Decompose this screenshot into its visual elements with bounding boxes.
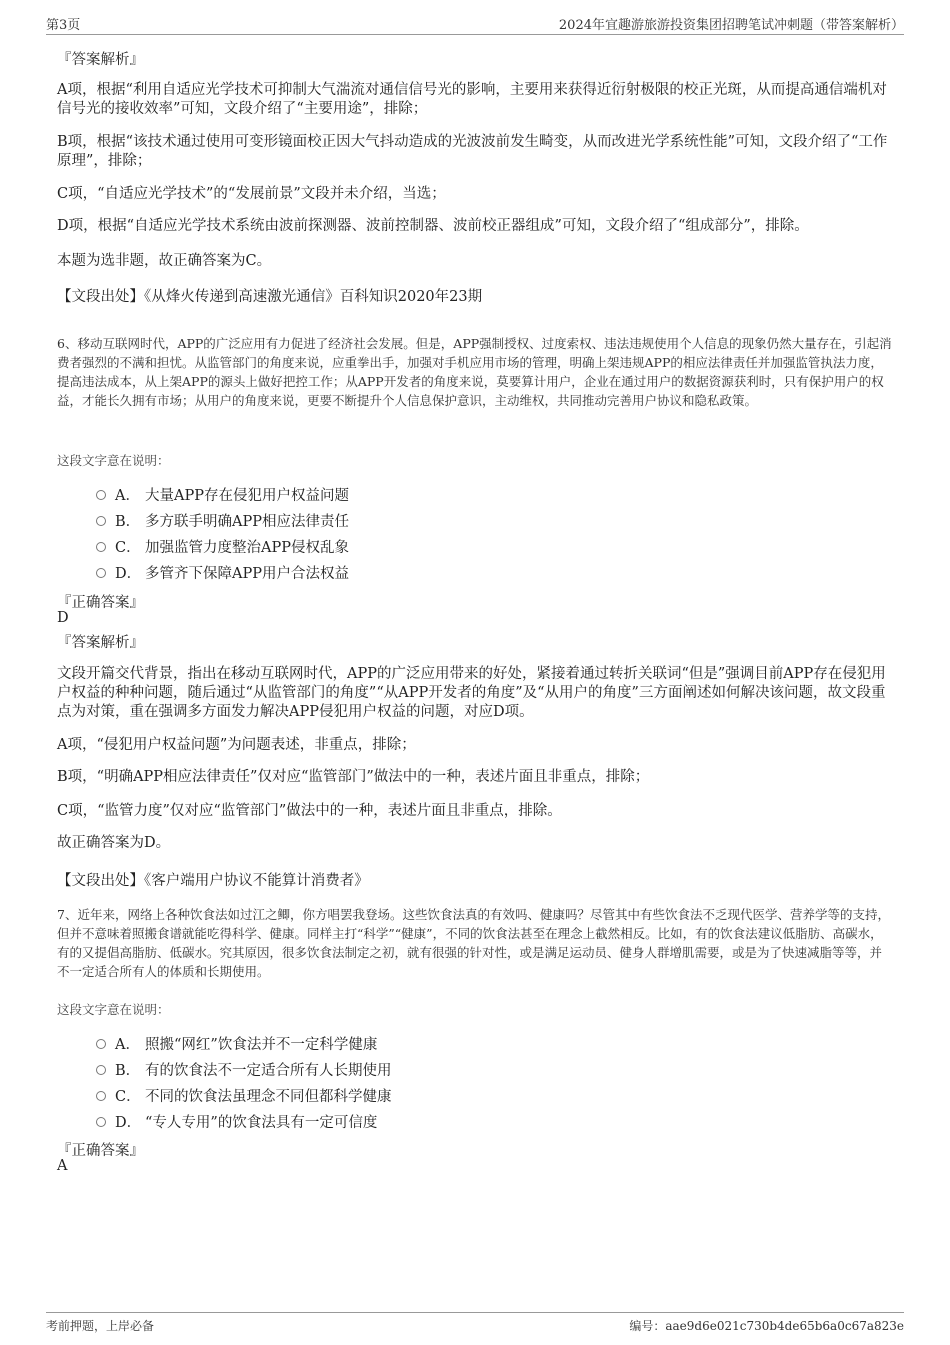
q7-option-a[interactable]: A． 照搬“网红”饮食法并不一定科学健康 — [96, 1033, 696, 1053]
q6-conclusion: 故正确答案为D。 — [57, 835, 171, 851]
q6-analysis-b: B项，“明确APP相应法律责任”仅对应“监管部门”做法中的一种，表述片面且非重点，排除； — [57, 769, 650, 785]
radio-button[interactable] — [96, 1039, 106, 1049]
radio-button[interactable] — [96, 490, 106, 500]
q5-source: 【文段出处】《从烽火传递到高速激光通信》百科知识2020年23期 — [57, 289, 483, 305]
q6-option-d[interactable]: D． 多管齐下保障APP用户合法权益 — [96, 562, 696, 582]
q6-answer-label: 『正确答案』 — [57, 595, 144, 611]
q6-option-a[interactable]: A． 大量APP存在侵犯用户权益问题 — [96, 484, 696, 504]
q5-analysis-c: C项，“自适应光学技术”的“发展前景”文段并未介绍，当选； — [57, 186, 446, 202]
q6-analysis-label: 『答案解析』 — [57, 635, 144, 651]
document-id: 编号：aae9d6e021c730b4de65b6a0c67a823e — [629, 1319, 904, 1333]
q6-option-c[interactable]: C． 加强监管力度整治APP侵权乱象 — [96, 536, 696, 556]
q6-source: 【文段出处】《客户端用户协议不能算计消费者》 — [57, 873, 369, 889]
page-number: 第3页 — [46, 18, 81, 33]
q6-analysis-a: A项，“侵犯用户权益问题”为问题表述，非重点，排除； — [57, 737, 416, 753]
q7-answer-label: 『正确答案』 — [57, 1143, 144, 1159]
radio-button[interactable] — [96, 516, 106, 526]
q6-text: 6、移动互联网时代，APP的广泛应用有力促进了经济社会发展。但是，APP强制授权、过度索权、违法违规使用个人信息的现象仍然大量存在，引起消费者强烈的不满和担忧。从监管部门的角度来说，应重拳出手，加强对手机应用市场的管理，明确上架违规APP的相应法律责任并加强监管执法力度，提高违法成本，从上架APP的源头上做好把控工作；从APP开发者的角度来说，莫要算计用户，企业在通过用户的数据资源获利时，只有保护用户的权益，才能长久拥有市场；从用户的角度来说，更要不断提升个人信息保护意识，主动维权，共同推动完善用户协议和隐私政策。 — [57, 336, 892, 408]
q6-prompt: 这段文字意在说明： — [57, 453, 170, 468]
q6-answer: D — [57, 610, 69, 626]
q5-conclusion: 本题为选非题，故正确答案为C。 — [57, 253, 272, 269]
q7-option-d[interactable]: D． “专人专用”的饮食法具有一定可信度 — [96, 1111, 696, 1131]
page-header — [46, 12, 904, 35]
radio-button[interactable] — [96, 568, 106, 578]
document-title: 2024年宜趣游旅游投资集团招聘笔试冲刺题（带答案解析） — [558, 18, 904, 33]
radio-button[interactable] — [96, 1065, 106, 1075]
radio-button[interactable] — [96, 542, 106, 552]
q7-prompt: 这段文字意在说明： — [57, 1002, 170, 1017]
q6-analysis-c: C项，“监管力度”仅对应“监管部门”做法中的一种，表述片面且非重点，排除。 — [57, 803, 562, 819]
q6-analysis: 文段开篇交代背景，指出在移动互联网时代，APP的广泛应用带来的好处，紧接着通过转折关联词“但是”强调目前APP存在侵犯用户权益的种种问题，随后通过“从监管部门的角度”“从APP开发者的角度”及“从用户的角度”三方面阐述如何解决该问题，故文段重点为对策，重在强调多方面发力解决APP侵犯用户权益的问题，对应D项。 — [57, 666, 886, 720]
q7-text: 7、近年来，网络上各种饮食法如过江之鲫，你方唱罢我登场。这些饮食法真的有效吗、健康吗？尽管其中有些饮食法不乏现代医学、营养学等的支持，但并不意味着照搬食谱就能吃得科学、健康。同样主打“科学”“健康”，不同的饮食法甚至在理念上截然相反。比如，有的饮食法建议低脂肪、高碳水，有的又提倡高脂肪、低碳水。究其原因，很多饮食法制定之初，就有很强的针对性，或是满足运动员、健身人群增肌需要，或是为了快速减脂等等，并不一定适合所有人的体质和长期使用。 — [57, 907, 890, 979]
q5-analysis-label: 『答案解析』 — [57, 52, 144, 68]
page-footer — [46, 1312, 904, 1337]
radio-button[interactable] — [96, 1117, 106, 1127]
footer-slogan: 考前押题，上岸必备 — [46, 1319, 155, 1333]
q7-answer: A — [57, 1158, 68, 1174]
q5-analysis-d: D项，根据“自适应光学技术系统由波前探测器、波前控制器、波前校正器组成”可知，文段介绍了“组成部分”，排除。 — [57, 218, 809, 234]
radio-button[interactable] — [96, 1091, 106, 1101]
q7-option-c[interactable]: C． 不同的饮食法虽理念不同但都科学健康 — [96, 1085, 696, 1105]
q5-analysis-a: A项，根据“利用自适应光学技术可抑制大气湍流对通信信号光的影响，主要用来获得近衍射极限的校正光斑，从而提高通信端机对信号光的接收效率”可知，文段介绍了“主要用途”，排除； — [57, 82, 887, 117]
q6-option-b[interactable]: B． 多方联手明确APP相应法律责任 — [96, 510, 696, 530]
q7-option-b[interactable]: B． 有的饮食法不一定适合所有人长期使用 — [96, 1059, 696, 1079]
q5-analysis-b: B项，根据“该技术通过使用可变形镜面校正因大气抖动造成的光波波前发生畸变，从而改进光学系统性能”可知，文段介绍了“工作原理”，排除； — [57, 134, 888, 169]
